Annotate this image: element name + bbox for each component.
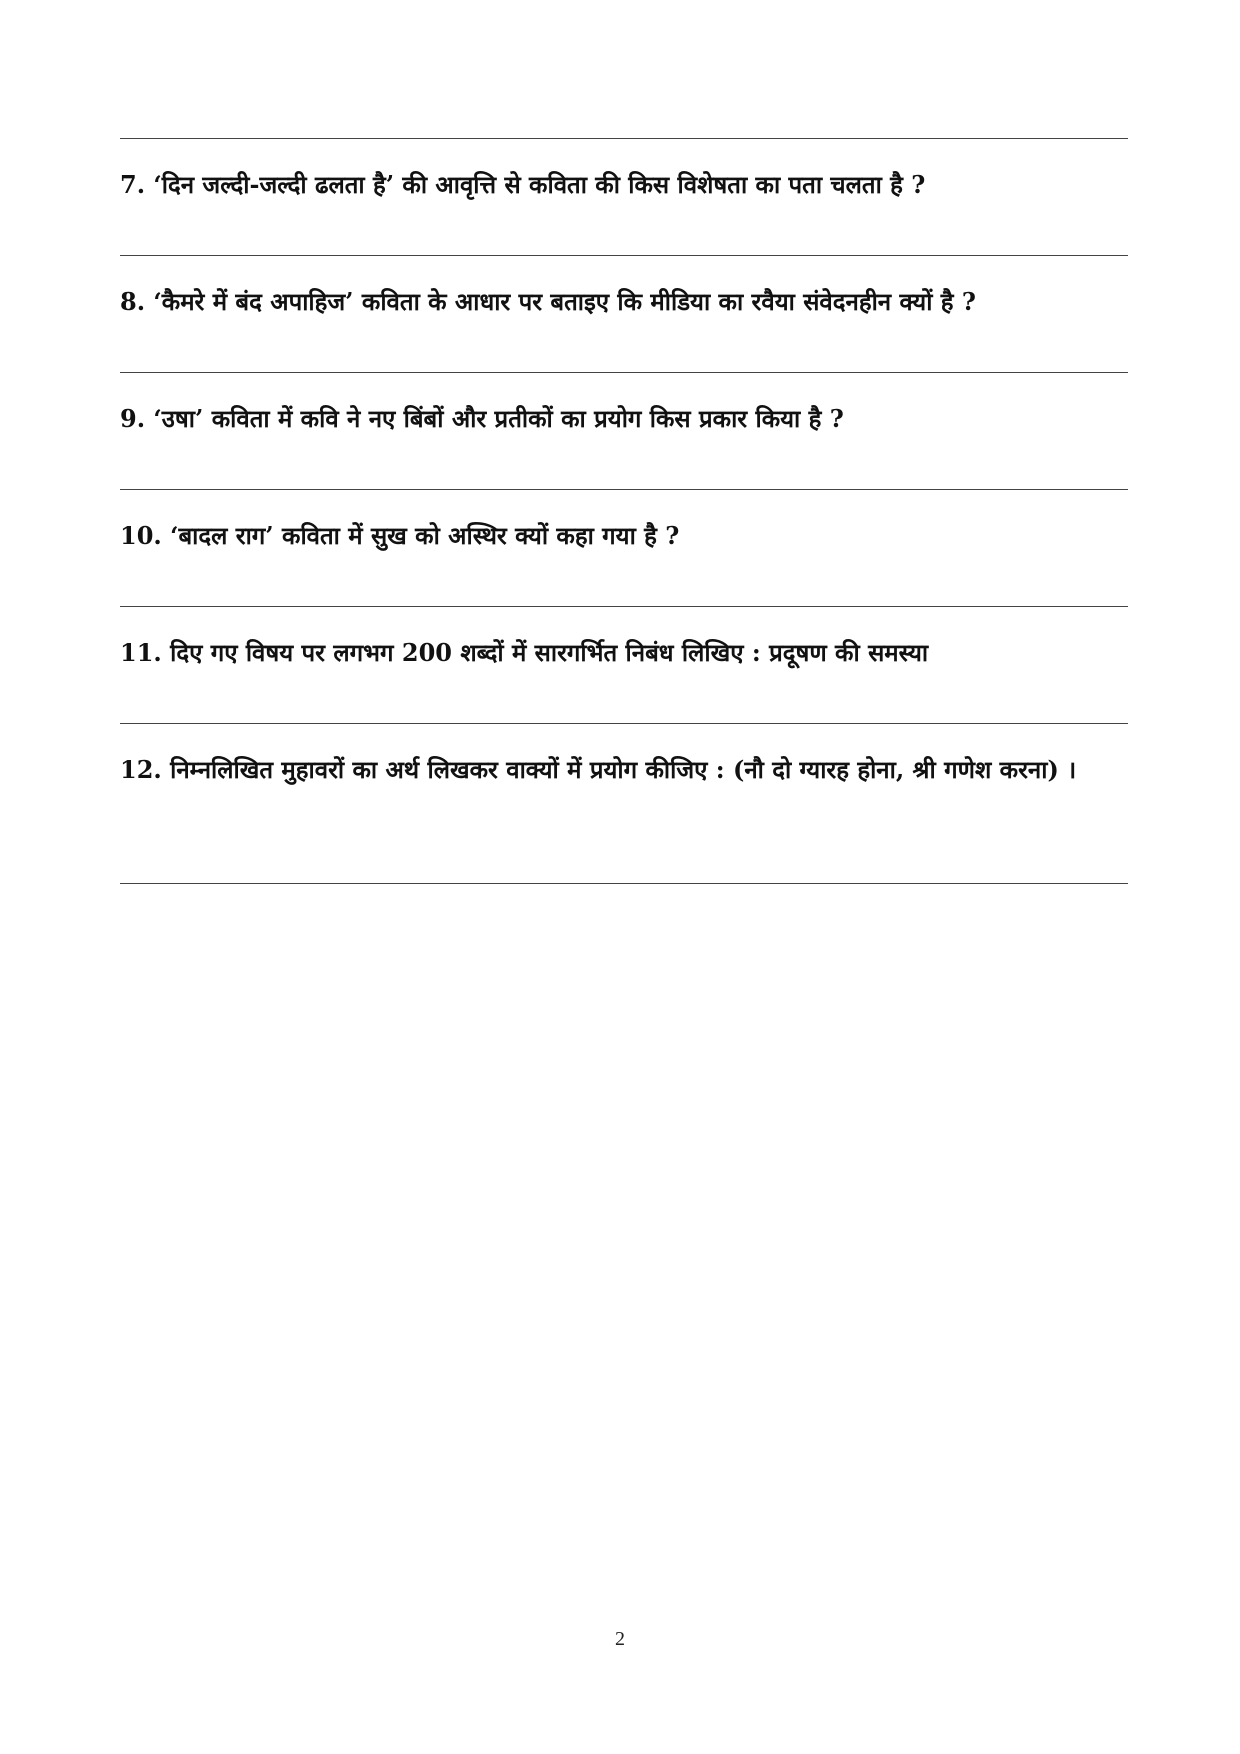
separator-line — [120, 723, 1128, 724]
question-12: 12. निम्नलिखित मुहावरों का अर्थ लिखकर वाक्यों में प्रयोग कीजिए : (नौ दो ग्यारह होना, श्री गणेश करना) । — [120, 755, 1077, 784]
separator-line — [120, 883, 1128, 884]
separator-line — [120, 138, 1128, 139]
separator-line — [120, 606, 1128, 607]
question-9: 9. ‘उषा’ कविता में कवि ने नए बिंबों और प्रतीकों का प्रयोग किस प्रकार किया है ? — [120, 404, 844, 433]
separator-line — [120, 255, 1128, 256]
question-11: 11. दिए गए विषय पर लगभग 200 शब्दों में सारगर्भित निबंध लिखिए : प्रदूषण की समस्या — [120, 638, 929, 667]
separator-line — [120, 372, 1128, 373]
question-7: 7. ‘दिन जल्दी-जल्दी ढलता है’ की आवृत्ति से कविता की किस विशेषता का पता चलता है ? — [120, 170, 926, 199]
page-number: 2 — [615, 1628, 625, 1650]
question-10: 10. ‘बादल राग’ कविता में सुख को अस्थिर क्यों कहा गया है ? — [120, 521, 680, 550]
separator-line — [120, 489, 1128, 490]
question-8: 8. ‘कैमरे में बंद अपाहिज’ कविता के आधार पर बताइए कि मीडिया का रवैया संवेदनहीन क्यों है ? — [120, 287, 976, 316]
